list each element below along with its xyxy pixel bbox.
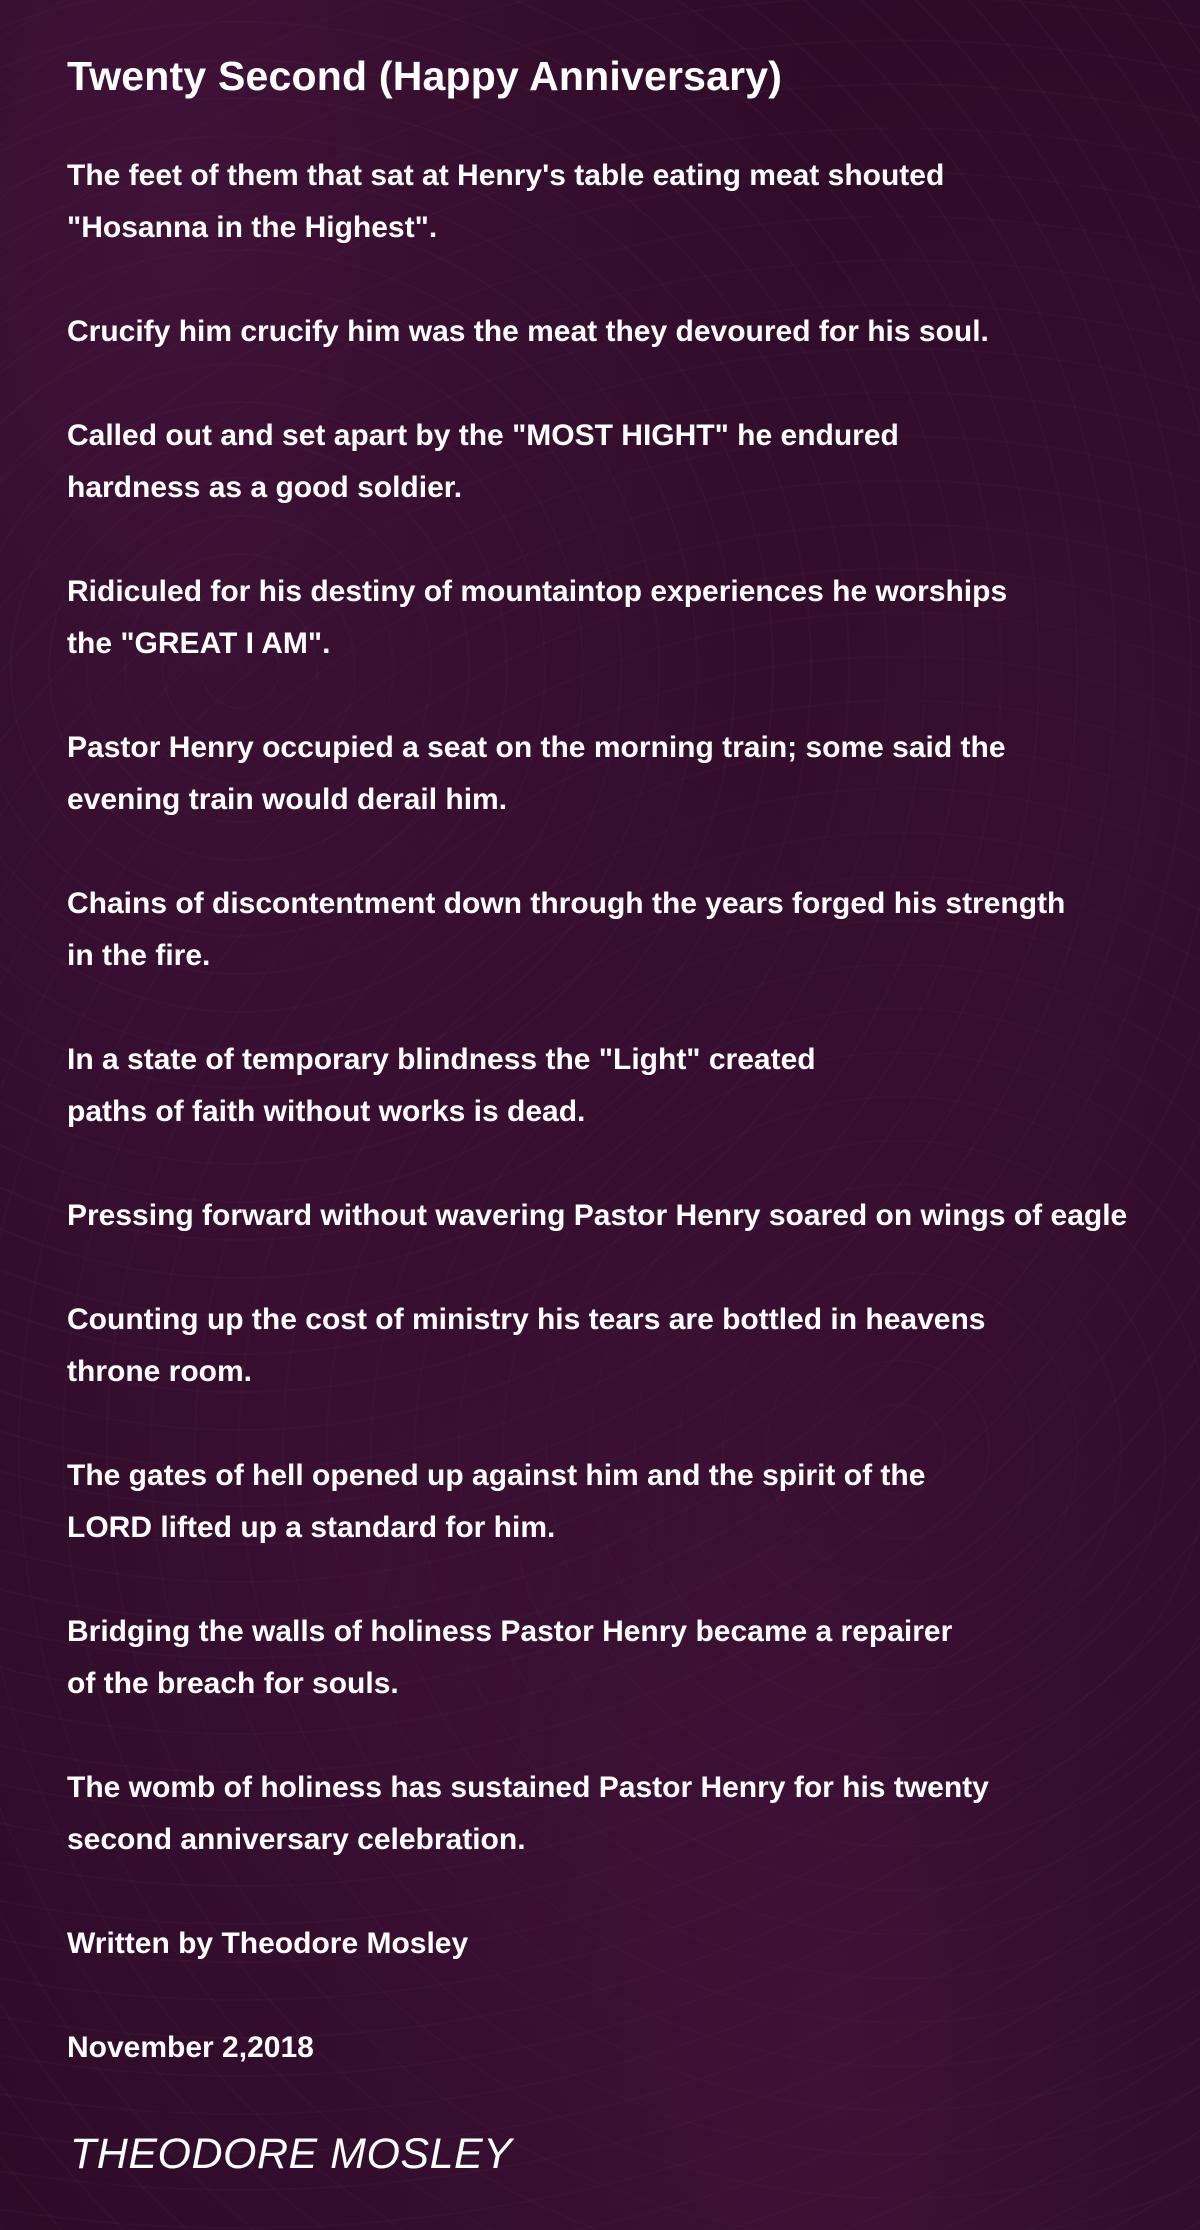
poem-date bbox=[67, 2022, 1200, 2074]
stanza bbox=[67, 1190, 1200, 1242]
author-byline bbox=[67, 1918, 1200, 1970]
poem-body bbox=[67, 150, 1200, 2126]
poem-line: hardness as a good soldier. bbox=[67, 471, 463, 504]
stanza bbox=[67, 722, 1200, 826]
poem-line: paths of faith without works is dead. bbox=[67, 1095, 586, 1128]
poem-line: of the breach for souls. bbox=[67, 1667, 399, 1700]
stanza bbox=[67, 1762, 1200, 1866]
stanza bbox=[67, 1294, 1200, 1398]
stanza bbox=[67, 150, 1200, 254]
poem-line: Bridging the walls of holiness Pastor Henry became a repairer bbox=[67, 1615, 953, 1648]
stanza bbox=[67, 566, 1200, 670]
poem-line: throne room. bbox=[67, 1355, 252, 1388]
poem-line: Chains of discontentment down through the years forged his strength bbox=[67, 887, 1066, 920]
poem-line: Pastor Henry occupied a seat on the morning train; some said the bbox=[67, 731, 1006, 764]
poem-line: second anniversary celebration. bbox=[67, 1823, 526, 1856]
poem-line: The feet of them that sat at Henry's table eating meat shouted bbox=[67, 159, 945, 192]
poem-line: the "GREAT I AM". bbox=[67, 627, 331, 660]
poem-line: In a state of temporary blindness the "Light" created bbox=[67, 1043, 816, 1076]
stanza bbox=[67, 306, 1200, 358]
poem-line: Counting up the cost of ministry his tears are bottled in heavens bbox=[67, 1303, 986, 1336]
poem-line: Called out and set apart by the "MOST HIGHT" he endured bbox=[67, 419, 899, 452]
poem-line: Pressing forward without wavering Pastor Henry soared on wings of eagle bbox=[67, 1199, 1128, 1232]
poem-line: LORD lifted up a standard for him. bbox=[67, 1511, 556, 1544]
poem-line: "Hosanna in the Highest". bbox=[67, 211, 438, 244]
poem-line: evening train would derail him. bbox=[67, 783, 508, 816]
date-text: November 2,2018 bbox=[67, 2031, 314, 2064]
byline-text: Written by Theodore Mosley bbox=[67, 1927, 469, 1960]
author-signature: THEODORE MOSLEY bbox=[70, 2130, 513, 2178]
poem-line: The gates of hell opened up against him and the spirit of the bbox=[67, 1459, 926, 1492]
poem-line: The womb of holiness has sustained Pastor Henry for his twenty bbox=[67, 1771, 989, 1804]
stanza bbox=[67, 410, 1200, 514]
stanza bbox=[67, 1034, 1200, 1138]
poem-line: Ridiculed for his destiny of mountaintop experiences he worships bbox=[67, 575, 1008, 608]
poem-line: Crucify him crucify him was the meat they devoured for his soul. bbox=[67, 315, 989, 348]
stanza bbox=[67, 1450, 1200, 1554]
stanza bbox=[67, 1606, 1200, 1710]
poem-title: Twenty Second (Happy Anniversary) bbox=[67, 53, 783, 99]
stanza bbox=[67, 878, 1200, 982]
poem-line: in the fire. bbox=[67, 939, 211, 972]
